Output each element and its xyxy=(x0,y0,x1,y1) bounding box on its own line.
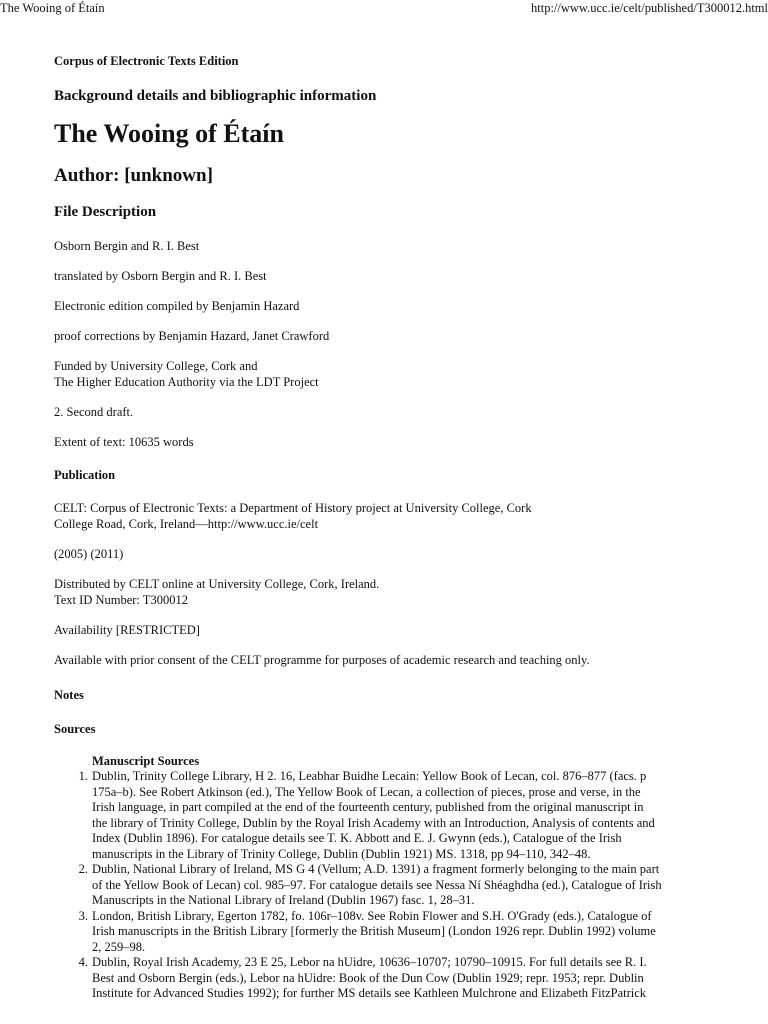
author-heading: Author: [unknown] xyxy=(54,165,213,186)
funding-line: The Higher Education Authority via the LDT Project xyxy=(54,375,319,389)
publication-dates: (2005) (2011) xyxy=(54,547,124,561)
publisher-statement xyxy=(54,500,744,532)
manuscript-sources-heading: Manuscript Sources xyxy=(92,754,200,768)
publisher-line: College Road, Cork, Ireland—http://www.ucc.ie/celt xyxy=(54,517,319,531)
print-header-title: The Wooing of Étaín xyxy=(0,1,105,15)
list-item-line: Irish manuscripts in the British Library [formerly the British Museum] (London 1926 repr. Dublin 1992) volume xyxy=(92,924,656,938)
list-item xyxy=(78,908,742,956)
list-item xyxy=(78,769,742,862)
file-description-line: proof corrections by Benjamin Hazard, Janet Crawford xyxy=(54,329,330,343)
publication-heading: Publication xyxy=(54,468,116,482)
distribution-statement xyxy=(54,576,744,608)
list-item-line: Institute for Advanced Studies 1992); for further MS details see Kathleen Mulchrone and Elizabeth FitzPatrick xyxy=(92,986,647,1000)
notes-heading: Notes xyxy=(54,688,84,702)
background-heading: Background details and bibliographic information xyxy=(54,88,377,104)
list-item-line: manuscripts in the Library of Trinity College, Dublin (Dublin 1921) MS. 1318, pp 94–110, 342–48. xyxy=(92,846,591,861)
list-item-line: Manuscripts in the National Library of Ireland (Dublin 1967) fasc. 1, 28–31. xyxy=(92,893,475,907)
funding-line: Funded by University College, Cork and xyxy=(54,359,258,373)
manuscript-list xyxy=(78,769,742,1002)
list-item-number: 3. xyxy=(78,908,88,923)
sources-heading: Sources xyxy=(54,722,96,736)
list-item-line: 175a–b). See Robert Atkinson (ed.), The Yellow Book of Lecan, a collection of pieces, prose and verse, in the xyxy=(92,784,641,799)
list-item-number: 4. xyxy=(78,955,88,969)
draft-statement: 2. Second draft. xyxy=(54,405,134,419)
list-item-line: the library of Trinity College, Dublin by the Royal Irish Academy with an Introduction, Analysis of contents and xyxy=(92,815,655,830)
list-item xyxy=(78,955,742,1002)
manuscript-sources xyxy=(54,754,744,1002)
list-item-number: 2. xyxy=(78,862,88,876)
extent-statement: Extent of text: 10635 words xyxy=(54,435,194,449)
list-item-line: Best and Osborn Bergin (eds.), Lebor na hUidre: Book of the Dun Cow (Dublin 1929; repr. 1953; repr. Dublin xyxy=(92,970,644,985)
list-item-line: 2, 259–98. xyxy=(92,939,146,954)
availability-status: Availability [RESTRICTED] xyxy=(54,623,200,637)
list-item-line: Dublin, Trinity College Library, H 2. 16, Leabhar Buidhe Lecain: Yellow Book of Lecan, col. 876–877 (facs. p xyxy=(92,769,647,783)
list-item-line: of the Yellow Book of Lecan) col. 985–97. For catalogue details see Nessa Ní Shéaghdha (ed.), Catalogue of Irish xyxy=(92,877,662,892)
funding-statement xyxy=(54,358,744,390)
file-description-line: Osborn Bergin and R. I. Best xyxy=(54,239,200,253)
document-content xyxy=(54,50,744,1002)
list-item-number: 1. xyxy=(78,769,88,783)
list-item-line: Dublin, Royal Irish Academy, 23 E 25, Lebor na hUidre, 10636–10707; 10790–10915. For full details see R. I. xyxy=(92,955,647,969)
page-title: The Wooing of Étaín xyxy=(54,119,284,148)
edition-label: Corpus of Electronic Texts Edition xyxy=(54,54,239,68)
list-item-line: Dublin, National Library of Ireland, MS G 4 (Vellum; A.D. 1391) a fragment formerly belonging to the main part xyxy=(92,862,660,876)
distributed-line: Distributed by CELT online at University College, Cork, Ireland. xyxy=(54,577,380,591)
list-item-line: London, British Library, Egerton 1782, fo. 106r–108v. See Robin Flower and S.H. O'Grady (eds.), Catalogue of xyxy=(92,908,652,923)
list-item-line: Irish language, in part compiled at the end of the fourteenth century, published from the original manuscript in xyxy=(92,800,644,814)
list-item xyxy=(78,862,742,909)
file-description-line: Electronic edition compiled by Benjamin Hazard xyxy=(54,299,300,313)
availability-consent: Available with prior consent of the CELT programme for purposes of academic research and teaching only. xyxy=(54,653,590,667)
publisher-line: CELT: Corpus of Electronic Texts: a Department of History project at University College, Cork xyxy=(54,501,532,515)
list-item-line: Index (Dublin 1896). For catalogue details see T. K. Abbott and E. J. Gwynn (eds.), Catalogue of the Irish xyxy=(92,831,622,845)
print-header-url[interactable]: http://www.ucc.ie/celt/published/T300012.html xyxy=(531,1,768,15)
text-id: Text ID Number: T300012 xyxy=(54,593,188,607)
file-description-heading: File Description xyxy=(54,204,157,220)
print-header xyxy=(0,0,768,16)
file-description-line: translated by Osborn Bergin and R. I. Best xyxy=(54,269,267,283)
